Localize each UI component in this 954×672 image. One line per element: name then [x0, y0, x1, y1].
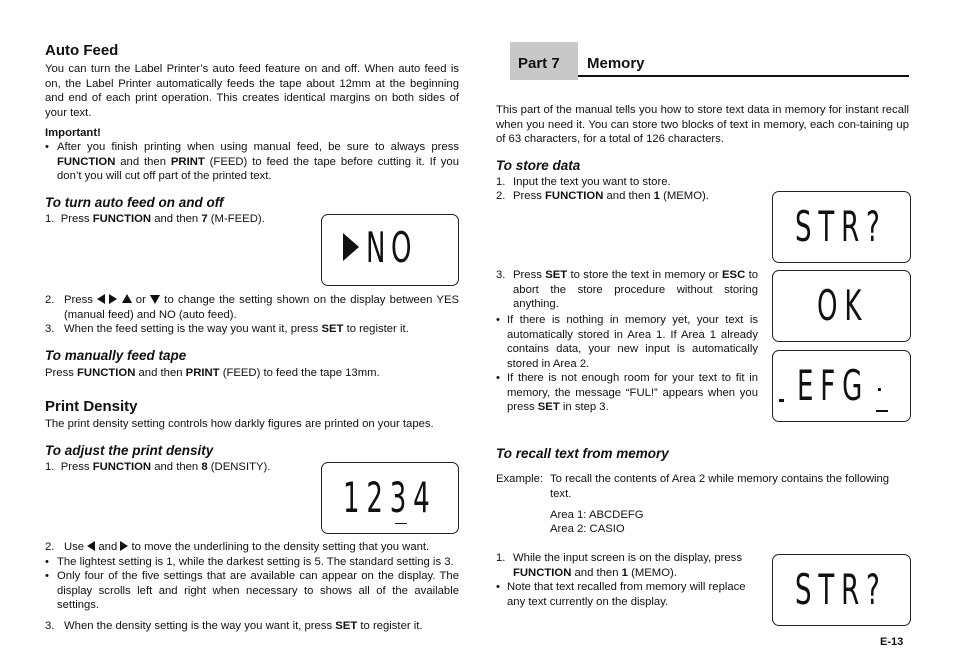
cursor-underline: [876, 410, 888, 412]
recall-bullet-1: • Note that text recalled from memory will replace any text currently on the display.: [496, 581, 746, 608]
recall-step-1: 1. While the input screen is on the display, press FUNCTION and then 1 (MEMO).: [496, 552, 742, 579]
lcd-display-recall: [772, 554, 911, 626]
part-label: Part 7: [518, 55, 560, 72]
store-bullet-1: • If there is nothing in memory yet, your text is automatically stored in Area 1. If Area 1 already contains data, your new input is automatically stored in Area 2.: [496, 314, 758, 370]
lcd-text: NO: [366, 223, 418, 272]
density-step-2: 2. Use and to move the underlining to the density setting that you want.: [45, 541, 430, 553]
lcd-text: OK: [817, 281, 869, 330]
arrow-up-icon: [122, 294, 132, 303]
arrow-right-icon: [109, 294, 117, 304]
scroll-left-indicator: [779, 399, 784, 402]
turn-auto-feed-heading: To turn auto feed on and off: [45, 195, 224, 210]
lcd-text: EFG: [797, 361, 870, 410]
auto-feed-paragraph: You can turn the Label Printer’s auto feed feature on and off. When auto feed is on, the Label Printer automatically feeds the tape about 12mm at the beginning and end of each print operation. This creates identical margins on both sides of your text.: [45, 63, 459, 119]
store-step-2: 2. Press FUNCTION and then 1 (MEMO).: [496, 190, 709, 202]
store-bullet-2: • If there is not enough room for your text to fit in memory, the message “FUL!” appears when you press SET in step 3.: [496, 372, 758, 414]
lcd-text: STR?: [795, 202, 887, 251]
cursor-dot: [878, 388, 881, 391]
area-1-content: Area 1: ABCDEFG: [550, 509, 644, 521]
auto-feed-step-1: 1. Press FUNCTION and then 7 (M-FEED).: [45, 213, 265, 225]
recall-heading: To recall text from memory: [496, 446, 669, 461]
store-step-1: 1. Input the text you want to store.: [496, 176, 671, 188]
auto-feed-step-2: 2. Press or to change the setting shown on the display between YES (manual feed) and NO (auto feed).: [45, 294, 460, 321]
adjust-density-heading: To adjust the print density: [45, 443, 214, 458]
density-bullet-1: • The lightest setting is 1, while the darkest setting is 5. The standard setting is 3.: [45, 556, 454, 568]
lcd-text: 1234: [343, 473, 437, 522]
density-cursor-underline: [395, 523, 407, 524]
recall-example: Example: To recall the contents of Area 2 while memory contains the following text.: [496, 473, 890, 500]
memory-intro: This part of the manual tells you how to store text data in memory for instant recall when you need it. You can store two blocks of text in memory, each con-taining up of 63 characters, for a total of 126 characters.: [496, 104, 909, 146]
part-title: Memory: [587, 55, 645, 72]
important-bullet: • After you finish printing when using manual feed, be sure to always press FUNCTION and then PRINT (FEED) to feed the tape before cutting it. If you don’t you will cut off part of the printed text.: [45, 141, 459, 183]
print-density-heading: Print Density: [45, 398, 138, 415]
store-step-3: 3. Press SET to store the text in memory or ESC to abort the store procedure without storing anything.: [496, 269, 758, 311]
manual-feed-heading: To manually feed tape: [45, 348, 187, 363]
part-label-box: [510, 42, 578, 80]
lcd-display-ok: [772, 270, 911, 342]
auto-feed-heading: Auto Feed: [45, 42, 119, 59]
lcd-display-density: [321, 462, 459, 534]
page-number: E-13: [880, 636, 904, 648]
store-data-heading: To store data: [496, 158, 581, 173]
lcd-display-store: [772, 191, 911, 263]
density-bullet-2: • Only four of the five settings that are available can appear on the display. The display scrolls left and right when necessary to shows all of the available settings.: [45, 570, 459, 612]
lcd-text: STR?: [795, 565, 887, 614]
lcd-display-efg: [772, 350, 911, 422]
arrow-left-icon: [97, 294, 105, 304]
auto-feed-step-3: 3. When the feed setting is the way you want it, press SET to register it.: [45, 323, 409, 335]
manual-feed-text: Press FUNCTION and then PRINT (FEED) to feed the tape 13mm.: [45, 367, 380, 379]
lcd-display-feed: [321, 214, 459, 286]
arrow-down-icon: [150, 295, 160, 304]
area-2-content: Area 2: CASIO: [550, 523, 625, 535]
title-rule: [578, 75, 909, 77]
important-label: Important!: [45, 127, 101, 139]
density-step-3: 3. When the density setting is the way you want it, press SET to register it.: [45, 620, 423, 632]
density-step-1: 1. Press FUNCTION and then 8 (DENSITY).: [45, 461, 271, 473]
print-density-paragraph: The print density setting controls how darkly figures are printed on your tapes.: [45, 418, 434, 430]
cursor-arrow-icon: [343, 233, 359, 261]
